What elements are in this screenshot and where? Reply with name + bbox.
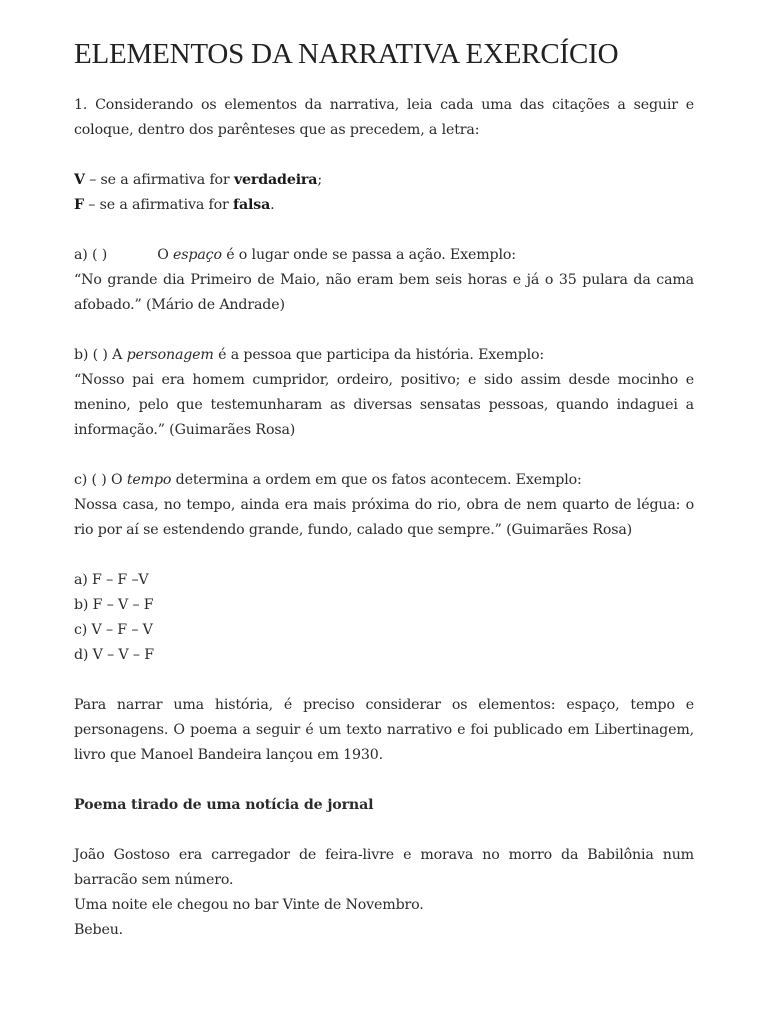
- answer-option-a: a) F – F –V: [74, 572, 149, 588]
- legend-true-letter: V: [74, 172, 85, 188]
- document-page: [74, 36, 694, 943]
- legend-false-letter: F: [74, 197, 84, 213]
- legend-false-end: .: [270, 197, 275, 213]
- answer-option-c: c) V – F – V: [74, 622, 153, 638]
- legend-true-end: ;: [317, 172, 322, 188]
- item-a-quote: “No grande dia Primeiro de Maio, não eram bem seis horas e já o 35 pulara da cama afobado.” (Mário de Andrade): [74, 272, 694, 313]
- poem-line-1: João Gostoso era carregador de feira-livre e morava no morro da Babilônia num barracão sem número.: [74, 847, 694, 888]
- answer-option-b: b) F – V – F: [74, 597, 154, 613]
- item-a-statement: [74, 243, 694, 268]
- item-b-term: personagem: [126, 347, 214, 363]
- item-b-rest: é a pessoa que participa da história. Exemplo:: [213, 347, 545, 363]
- item-c-statement: [74, 468, 694, 493]
- item-a-prefix: a) ( ): [74, 247, 108, 263]
- item-c-prefix: c) ( ) O: [74, 472, 127, 488]
- item-b-statement: [74, 343, 694, 368]
- legend-true-text: – se a afirmativa for: [84, 172, 234, 188]
- item-a-term: espaço: [173, 247, 222, 263]
- poem-line-2: Uma noite ele chegou no bar Vinte de Novembro.: [74, 897, 424, 913]
- context-paragraph: Para narrar uma história, é preciso considerar os elementos: espaço, tempo e personagens. O poema a seguir é um texto narrativo e foi publicado em Libertinagem, livro que Manoel Bandeira lançou em 1930.: [74, 697, 694, 763]
- item-a-lead: O: [157, 247, 174, 263]
- answer-option-d: d) V – V – F: [74, 647, 154, 663]
- question-intro: 1. Considerando os elementos da narrativa, leia cada uma das citações a seguir e coloque, dentro dos parênteses que as precedem, a letra:: [74, 97, 694, 138]
- page-title: ELEMENTOS DA NARRATIVA EXERCÍCIO: [74, 38, 619, 70]
- item-a-rest: é o lugar onde se passa a ação. Exemplo:: [221, 247, 516, 263]
- poem-title: Poema tirado de uma notícia de jornal: [74, 797, 374, 813]
- legend-true-word: verdadeira: [233, 172, 318, 188]
- item-c-rest: determina a ordem em que os fatos acontecem. Exemplo:: [171, 472, 582, 488]
- legend-true: [74, 168, 694, 193]
- item-c-term: tempo: [126, 472, 172, 488]
- item-c-quote: Nossa casa, no tempo, ainda era mais próxima do rio, obra de nem quarto de légua: o rio por aí se estendendo grande, fundo, calado que sempre.” (Guimarães Rosa): [74, 497, 694, 538]
- legend-false: [74, 193, 694, 218]
- item-b-prefix: b) ( ) A: [74, 347, 127, 363]
- poem-line-3: Bebeu.: [74, 922, 124, 938]
- legend-false-word: falsa: [233, 197, 271, 213]
- legend-false-text: – se a afirmativa for: [83, 197, 234, 213]
- item-b-quote: “Nosso pai era homem cumpridor, ordeiro, positivo; e sido assim desde mocinho e menino, pelo que testemunharam as diversas sensatas pessoas, quando indaguei a informação.” (Guimarães Rosa): [74, 372, 694, 438]
